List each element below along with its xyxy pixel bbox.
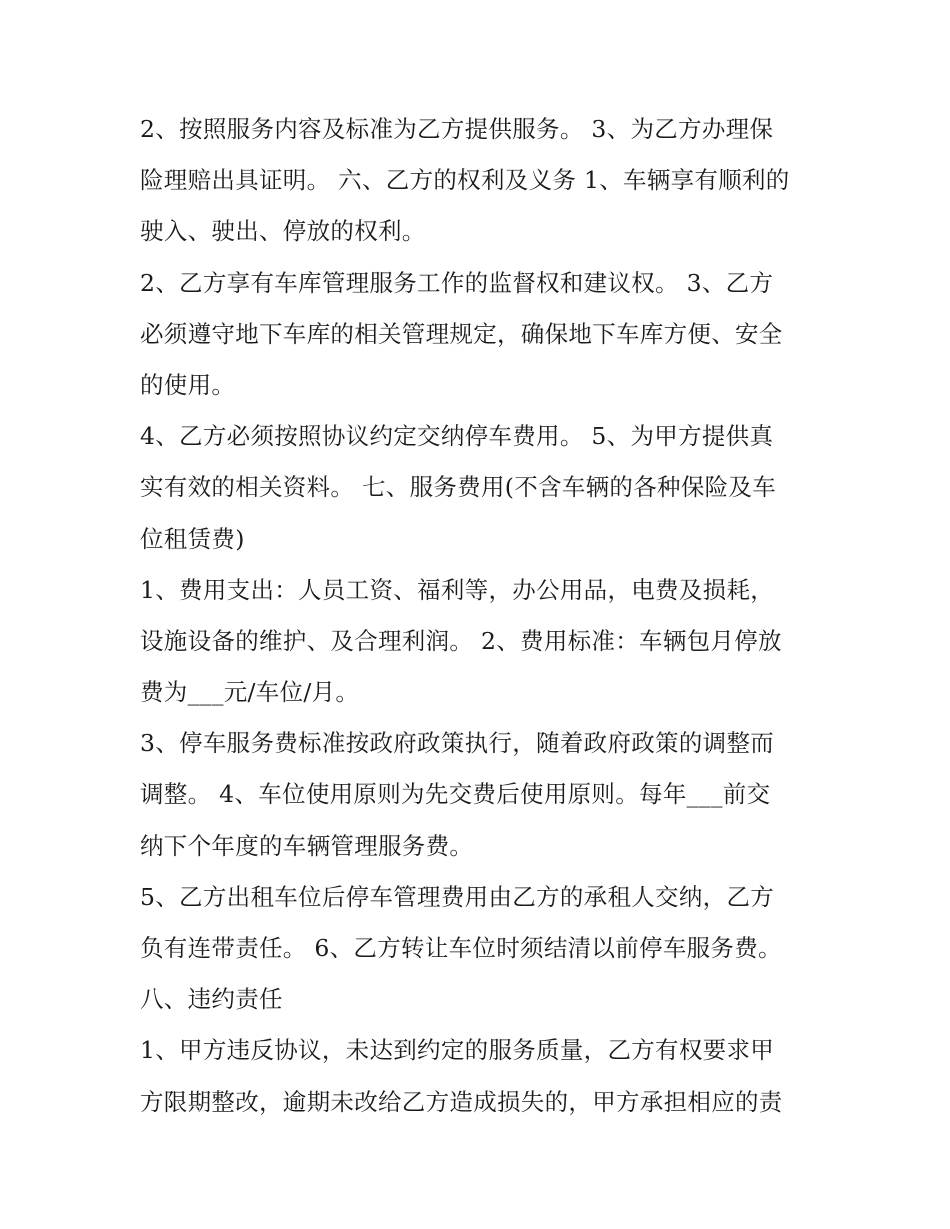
text-line: 驶入、驶出、停放的权利。 — [140, 217, 426, 246]
text-line: 方限期整改，逾期未改给乙方造成损失的，甲方承担相应的责 — [140, 1087, 783, 1116]
text-line: 位租赁费) — [140, 524, 245, 553]
document-body — [140, 104, 820, 1128]
text-line: 的使用。 — [140, 370, 236, 399]
text-line: 2、按照服务内容及标准为乙方提供服务。 3、为乙方办理保 — [140, 115, 774, 143]
text-line: 费为___元/车位/月。 — [140, 678, 360, 707]
text-line: 负有连带责任。 6、乙方转让车位时须结清以前停车服务费。 — [140, 934, 782, 962]
text-line: 实有效的相关资料。 七、服务费用(不含车辆的各种保险及车 — [140, 473, 777, 502]
text-line: 设施设备的维护、及合理利润。 2、费用标准：车辆包月停放 — [140, 626, 782, 655]
text-line: 纳下个年度的车辆管理服务费。 — [140, 831, 474, 860]
text-line: 2、乙方享有车库管理服务工作的监督权和建议权。 3、乙方 — [140, 268, 774, 297]
text-line: 险理赔出具证明。 六、乙方的权利及义务 1、车辆享有顺利的 — [140, 166, 790, 195]
text-line: 调整。 4、车位使用原则为先交费后使用原则。每年___前交 — [140, 780, 771, 809]
text-line: 1、费用支出：人员工资、福利等，办公用品，电费及损耗， — [140, 575, 775, 604]
text-line: 3、停车服务费标准按政府政策执行，随着政府政策的调整而 — [140, 729, 775, 758]
section-heading: 八、违约责任 — [140, 985, 283, 1014]
text-line: 1、甲方违反协议，未达到约定的服务质量，乙方有权要求甲 — [140, 1036, 775, 1065]
text-line: 4、乙方必须按照协议约定交纳停车费用。 5、为甲方提供真 — [140, 422, 774, 451]
text-line: 必须遵守地下车库的相关管理规定，确保地下车库方便、安全 — [140, 319, 783, 348]
text-line: 5、乙方出租车位后停车管理费用由乙方的承租人交纳，乙方 — [140, 882, 775, 911]
